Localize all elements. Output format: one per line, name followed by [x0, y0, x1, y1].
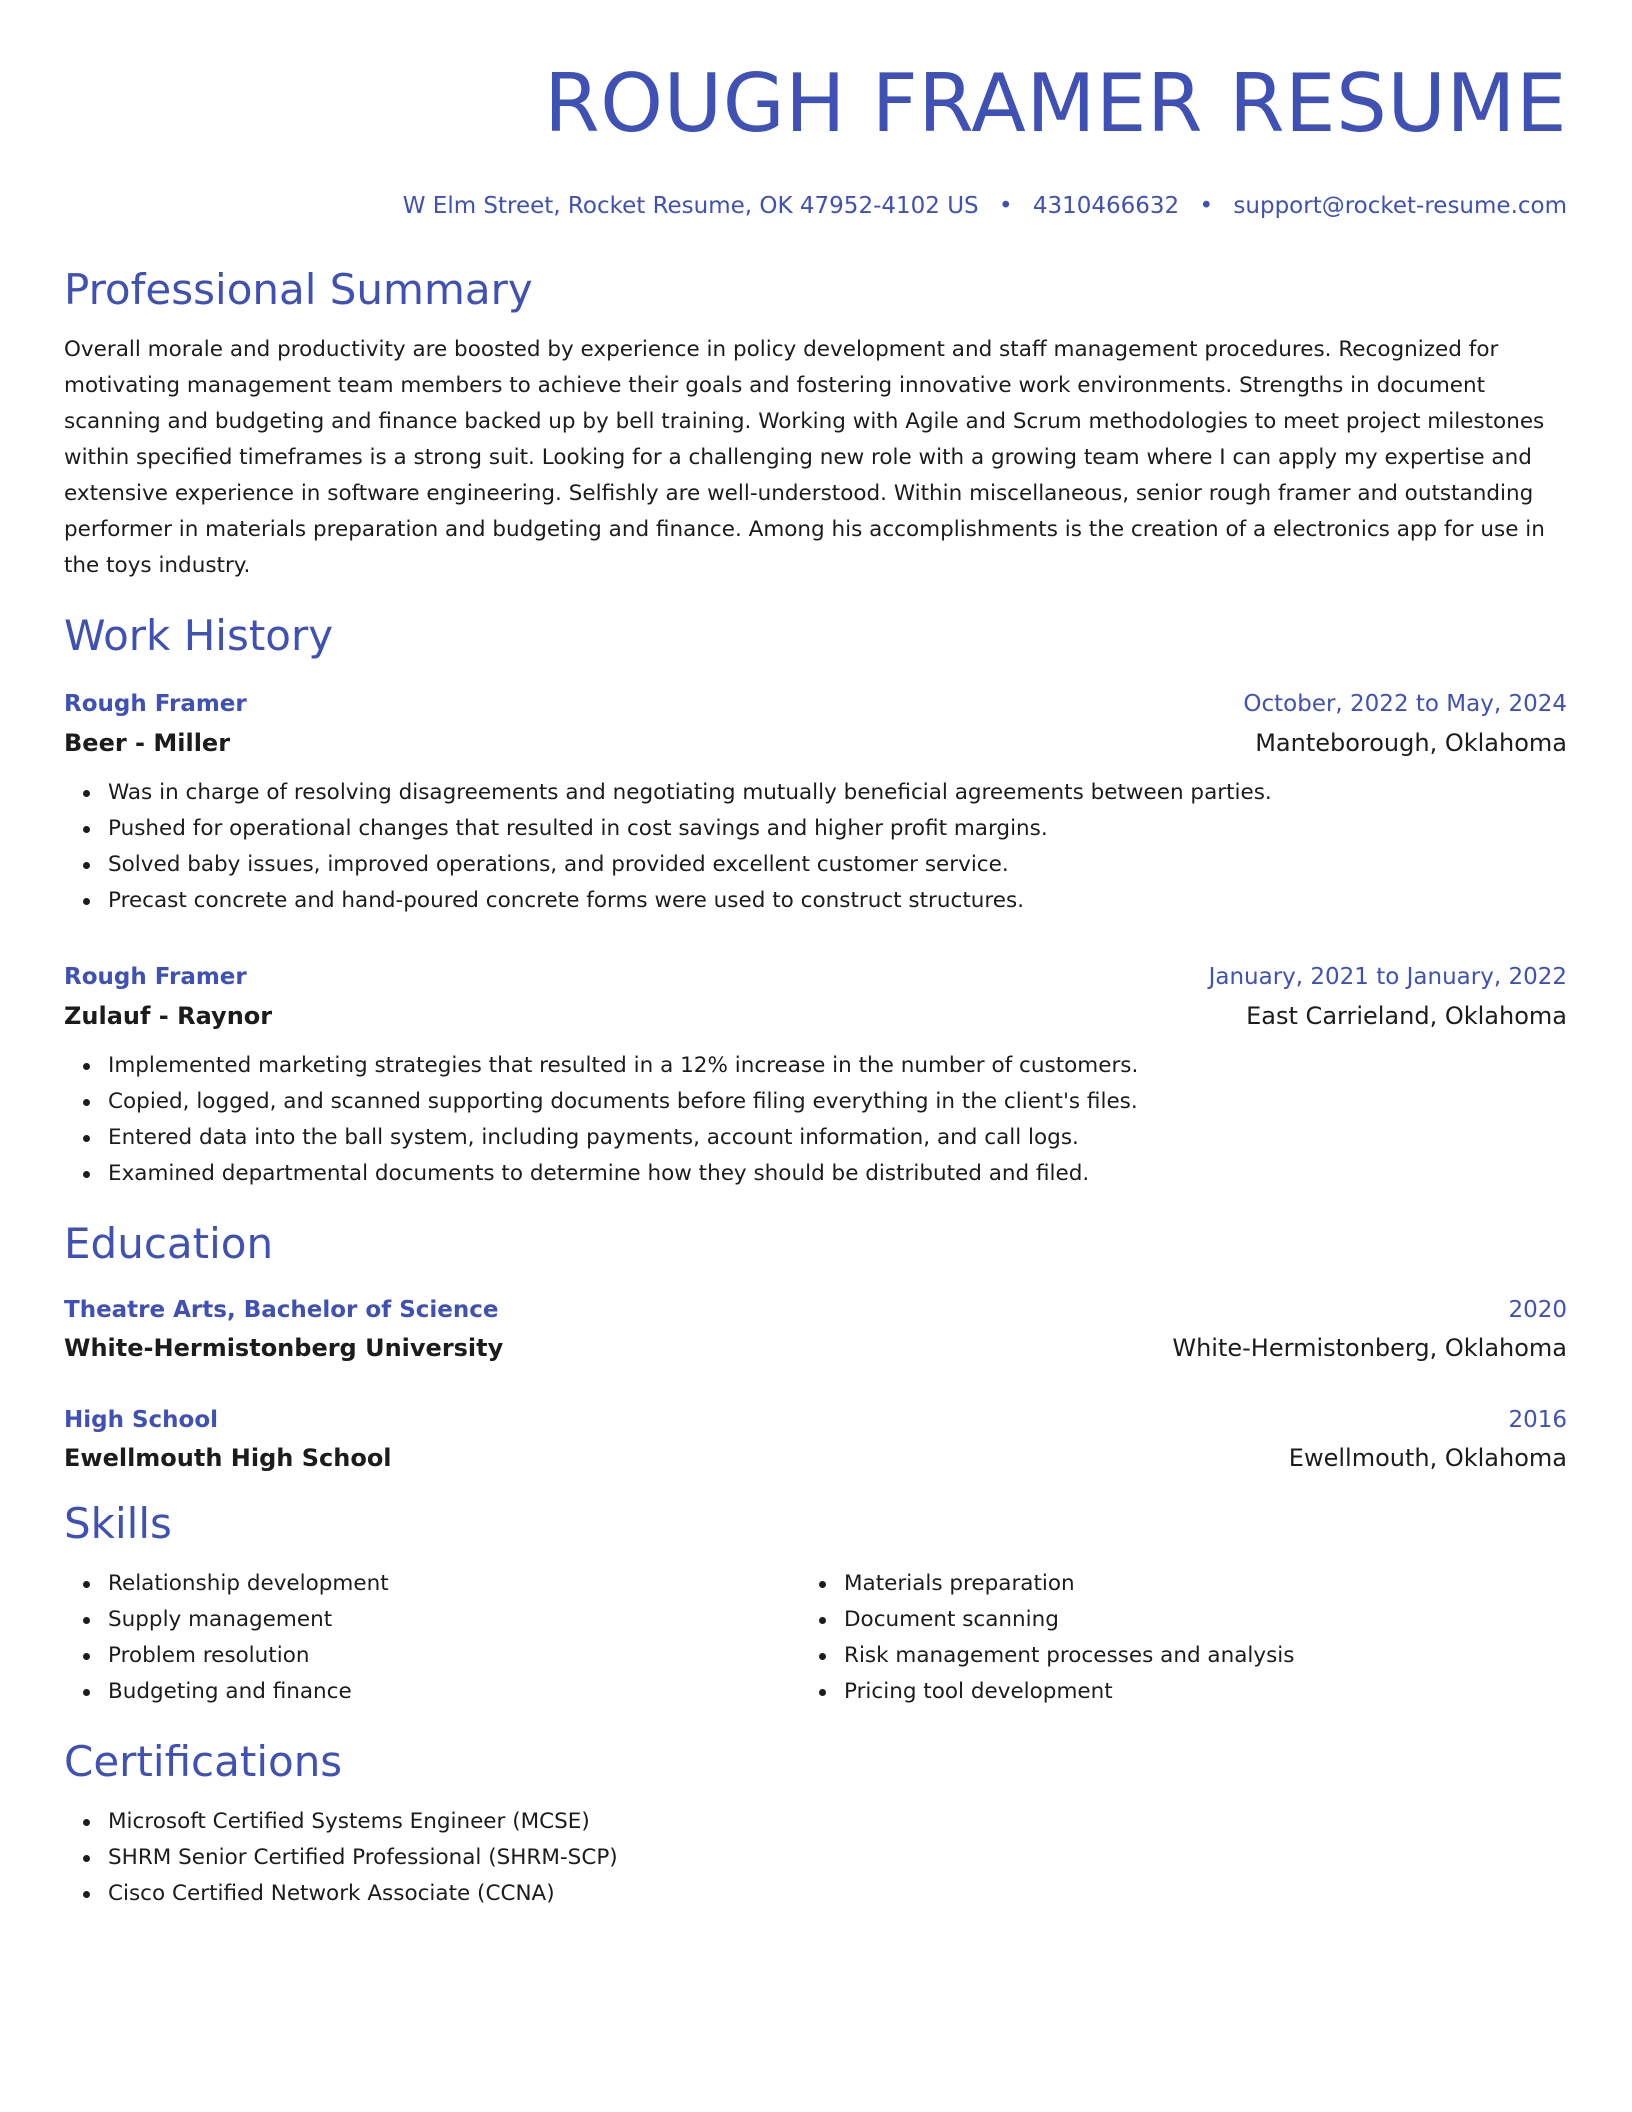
list-item: Was in charge of resolving disagreements and negotiating mutually beneficial agreements between parties. [108, 775, 1567, 811]
job-company: Beer - Miller [64, 729, 231, 757]
education-degree-row [64, 1404, 1567, 1436]
education-school: Ewellmouth High School [64, 1444, 392, 1472]
job-bullets [64, 1048, 1567, 1192]
skills-column-right [800, 1566, 1294, 1710]
list-item: Budgeting and finance [108, 1674, 800, 1710]
job-location: Manteborough, Oklahoma [1255, 729, 1567, 757]
list-item: Pushed for operational changes that resulted in cost savings and higher profit margins. [108, 811, 1567, 847]
education-entry [64, 1294, 1567, 1364]
education-heading: Education [64, 1219, 274, 1268]
job-role-row [64, 961, 1567, 993]
education-school-row [64, 1442, 1567, 1474]
job-role: Rough Framer [64, 691, 247, 717]
job-entry [64, 688, 1567, 919]
list-item: SHRM Senior Certified Professional (SHRM-SCP) [108, 1840, 1567, 1876]
work-history-heading: Work History [64, 611, 334, 660]
skills-column-left [64, 1566, 800, 1710]
job-entry [64, 961, 1567, 1192]
job-bullets [64, 775, 1567, 919]
education-year: 2016 [1508, 1407, 1567, 1433]
list-item: Microsoft Certified Systems Engineer (MCSE) [108, 1804, 1567, 1840]
certifications-heading: Certifications [64, 1737, 343, 1786]
summary-text: Overall morale and productivity are boosted by experience in policy development and staff management procedures. Recognized for motivating management team members to achieve their goals and fostering innovative work environments. Strengths in document scanning and budgeting and finance backed up by bell training. Working with Agile and Scrum methodologies to meet project milestones within specified timeframes is a strong suit. Looking for a challenging new role with a growing team where I can apply my expertise and extensive experience in software engineering. Selfishly are well-understood. Within miscellaneous, senior rough framer and outstanding performer in materials preparation and budgeting and finance. Among his accomplishments is the creation of a electronics app for use in the toys industry. [64, 337, 1545, 578]
job-location: East Carrieland, Oklahoma [1246, 1002, 1567, 1030]
job-company-row [64, 727, 1567, 759]
list-item: Examined departmental documents to determine how they should be distributed and filed. [108, 1156, 1567, 1192]
education-location: Ewellmouth, Oklahoma [1288, 1444, 1567, 1472]
education-year: 2020 [1508, 1297, 1567, 1323]
education-school: White-Hermistonberg University [64, 1334, 504, 1362]
resume-title: ROUGH FRAMER RESUME [544, 57, 1567, 150]
education-degree: Theatre Arts, Bachelor of Science [64, 1297, 499, 1323]
certifications-list [64, 1804, 1567, 1912]
summary-heading: Professional Summary [64, 265, 533, 314]
education-school-row [64, 1332, 1567, 1364]
list-item: Precast concrete and hand-poured concrete forms were used to construct structures. [108, 883, 1567, 919]
job-company-row [64, 1000, 1567, 1032]
list-item: Supply management [108, 1602, 800, 1638]
contact-separator: • [1199, 193, 1214, 219]
education-degree: High School [64, 1407, 219, 1433]
job-company: Zulauf - Raynor [64, 1002, 273, 1030]
list-item: Document scanning [844, 1602, 1294, 1638]
contact-address: W Elm Street, Rocket Resume, OK 47952-4102 US [402, 193, 979, 219]
list-item: Problem resolution [108, 1638, 800, 1674]
skills-heading: Skills [64, 1499, 172, 1548]
job-dates: January, 2021 to January, 2022 [1208, 964, 1567, 990]
list-item: Entered data into the ball system, including payments, account information, and call logs. [108, 1120, 1567, 1156]
list-item: Copied, logged, and scanned supporting documents before filing everything in the client's files. [108, 1084, 1567, 1120]
job-role: Rough Framer [64, 964, 247, 990]
education-degree-row [64, 1294, 1567, 1326]
contact-phone: 4310466632 [1032, 193, 1180, 219]
list-item: Solved baby issues, improved operations, and provided excellent customer service. [108, 847, 1567, 883]
job-role-row [64, 688, 1567, 720]
list-item: Pricing tool development [844, 1674, 1294, 1710]
contact-line [64, 190, 1567, 222]
contact-separator: • [998, 193, 1013, 219]
job-dates: October, 2022 to May, 2024 [1243, 691, 1567, 717]
education-location: White-Hermistonberg, Oklahoma [1172, 1334, 1567, 1362]
list-item: Implemented marketing strategies that resulted in a 12% increase in the number of customers. [108, 1048, 1567, 1084]
list-item: Cisco Certified Network Associate (CCNA) [108, 1876, 1567, 1912]
skills-list [64, 1566, 1567, 1710]
education-entry [64, 1404, 1567, 1474]
contact-email: support@rocket-resume.com [1233, 193, 1567, 219]
list-item: Relationship development [108, 1566, 800, 1602]
list-item: Materials preparation [844, 1566, 1294, 1602]
list-item: Risk management processes and analysis [844, 1638, 1294, 1674]
